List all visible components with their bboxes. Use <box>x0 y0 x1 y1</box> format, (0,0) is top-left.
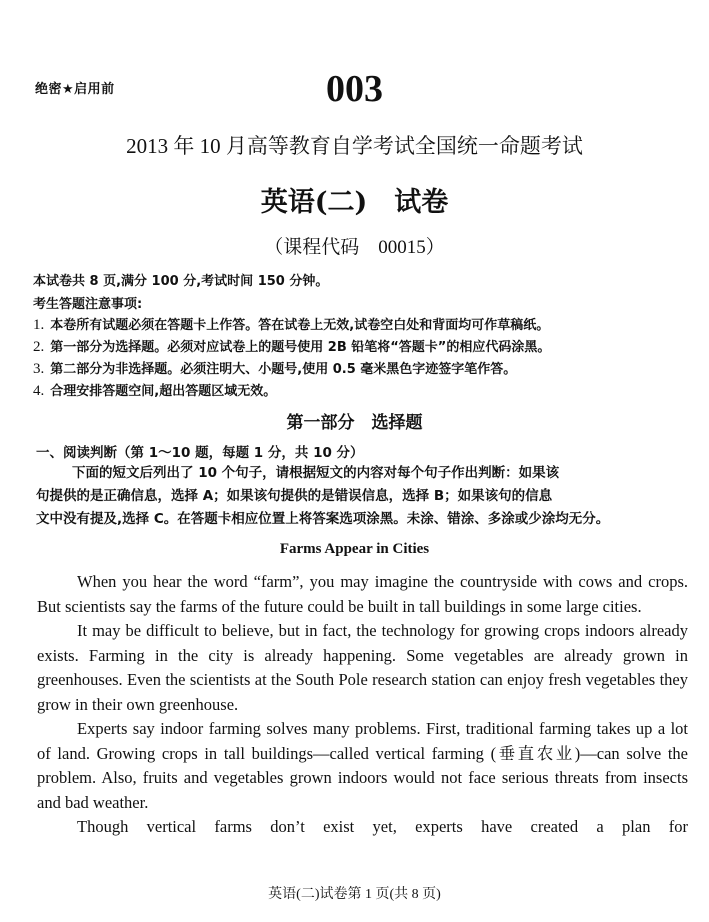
note-item <box>33 380 550 402</box>
notes-heading: 考生答题注意事项: <box>33 297 143 312</box>
course-code: （课程代码 00015） <box>264 237 445 258</box>
passage-paragraph: Though vertical farms don’t exist yet, experts have created a plan for <box>77 817 688 836</box>
exam-title: 2013 年 10 月高等教育自学考试全国统一命题考试 <box>126 134 583 158</box>
instruction-line: 句提供的是正确信息，选择 A；如果该句提供的是错误信息，选择 B；如果该句的信息 <box>36 488 553 504</box>
passage-title: Farms Appear in Cities <box>279 541 430 557</box>
note-item <box>33 336 550 358</box>
section-heading: 一、阅读判断（第 1～10 题，每题 1 分，共 10 分） <box>36 445 364 461</box>
confidential-label: 绝密★启用前 <box>35 82 115 97</box>
exam-summary: 本试卷共 8 页,满分 100 分,考试时间 150 分钟。 <box>33 274 329 289</box>
page-footer: 英语(二)试卷第 1 页(共 8 页) <box>268 887 441 902</box>
note-number: 4. <box>33 383 45 399</box>
note-text: 合理安排答题空间,超出答题区域无效。 <box>50 384 277 399</box>
part-heading: 第一部分 选择题 <box>286 413 423 433</box>
passage-paragraph: Experts say indoor farming solves many problems. First, traditional farming takes up a lot of land. Growing crops in tall buildings—called vertical farming (垂直农业)—can solve the problem. Also, fruits and vegetables grown indoors would not face serious threats from insects and bad weather. <box>37 719 688 812</box>
note-number: 1. <box>33 317 45 333</box>
note-item <box>33 358 550 380</box>
passage-paragraph: When you hear the word “farm”, you may imagine the countryside with cows and crops. But scientists say the farms of the future could be built in tall buildings in some large cities. <box>37 572 688 616</box>
instruction-line: 下面的短文后列出了 10 个句子，请根据短文的内容对每个句子作出判断：如果该 <box>72 465 560 481</box>
subject-title: 英语(二) 试卷 <box>260 187 449 218</box>
note-text: 第二部分为非选择题。必须注明大、小题号,使用 0.5 毫米黑色字迹签字笔作答。 <box>50 362 517 377</box>
note-item <box>33 314 550 336</box>
section-instructions <box>36 462 688 531</box>
note-number: 2. <box>33 339 45 355</box>
passage-paragraph: It may be difficult to believe, but in fact, the technology for growing crops indoors already exists. Farming in the city is already happening. Some vegetables are already grown in greenhouses. Even the scientists at the South Pole research station can enjoy fresh vegetables they grow in their own greenhouse. <box>37 621 688 714</box>
note-text: 本卷所有试题必须在答题卡上作答。答在试卷上无效,试卷空白处和背面均可作草稿纸。 <box>50 318 550 333</box>
instruction-line: 文中没有提及,选择 C。在答题卡相应位置上将答案选项涂黑。未涂、错涂、多涂或少涂均无分。 <box>36 511 610 527</box>
passage-body <box>37 570 688 840</box>
note-text: 第一部分为选择题。必须对应试卷上的题号使用 2B 铅笔将“答题卡”的相应代码涂黑。 <box>50 340 551 355</box>
paper-code: 003 <box>326 68 383 110</box>
notes-list <box>33 314 550 402</box>
note-number: 3. <box>33 361 45 377</box>
